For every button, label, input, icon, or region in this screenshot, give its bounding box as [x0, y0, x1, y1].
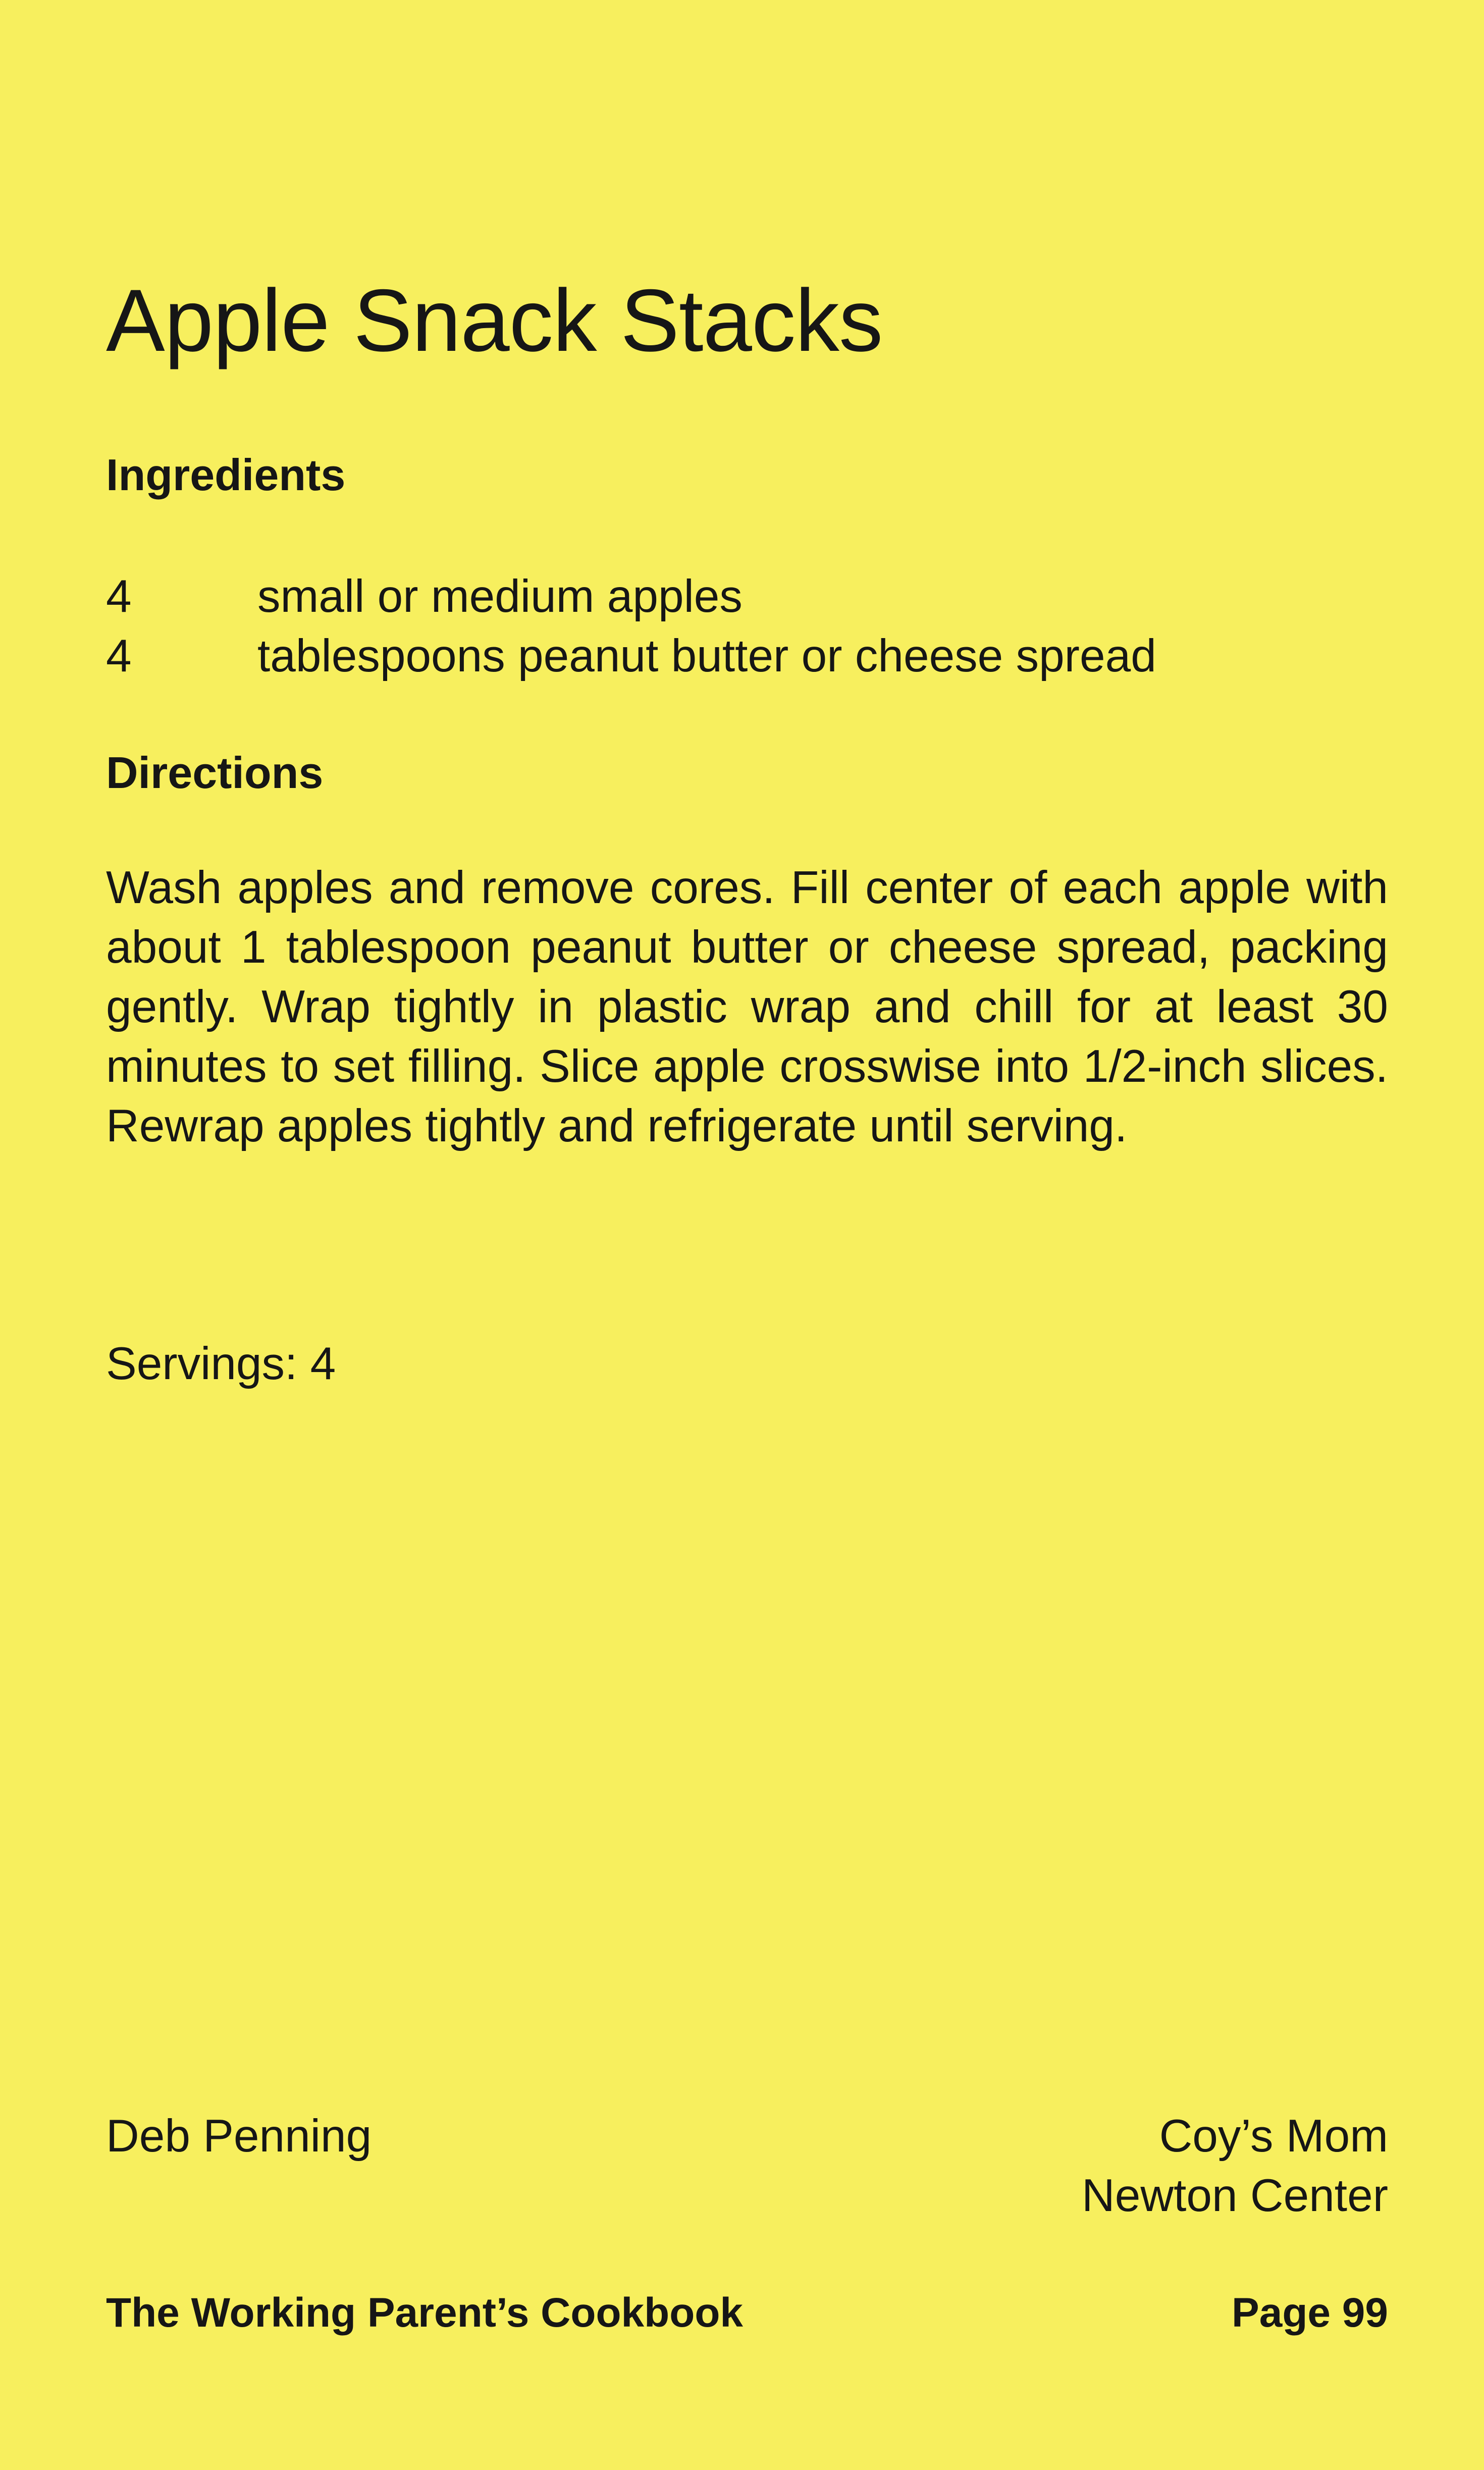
directions-text: Wash apples and remove cores. Fill center of each apple with about 1 tablespoon peanut butter or cheese spread, packing gently. Wrap tightly in plastic wrap and chill for at least 30 minutes to set filling. Slice apple crosswise into 1/2-inch slices. Rewrap apples tightly and refrigerate until serving.: [106, 862, 1388, 1151]
ingredient-row: [106, 570, 743, 623]
contributor-relation: Coy’s Mom: [1159, 2111, 1388, 2162]
ingredient-qty: 4: [106, 630, 132, 681]
directions-heading: Directions: [106, 748, 324, 798]
ingredient-row: [106, 630, 1156, 682]
recipe-title: Apple Snack Stacks: [106, 272, 883, 370]
ingredient-qty: 4: [106, 571, 132, 622]
ingredients-heading: Ingredients: [106, 450, 346, 500]
servings: Servings: 4: [106, 1338, 336, 1389]
book-title: The Working Parent’s Cookbook: [106, 2290, 744, 2336]
contributor-center: Newton Center: [1082, 2170, 1388, 2221]
page-number: Page 99: [1232, 2290, 1388, 2336]
ingredient-item: small or medium apples: [257, 571, 743, 622]
ingredient-item: tablespoons peanut butter or cheese spread: [257, 630, 1156, 681]
contributor-name: Deb Penning: [106, 2111, 372, 2162]
